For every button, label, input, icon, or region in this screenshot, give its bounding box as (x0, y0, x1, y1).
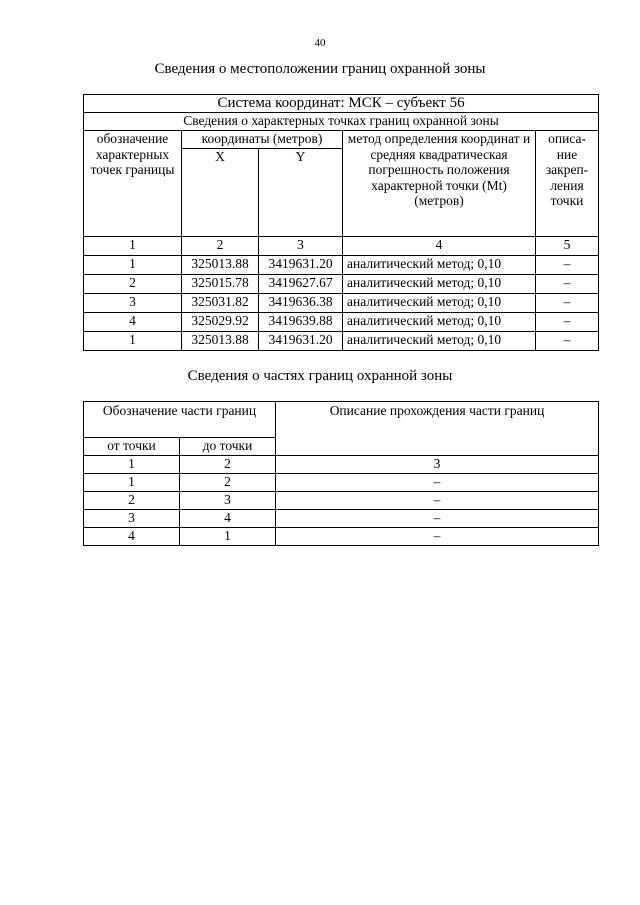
point-id: 3 (84, 294, 182, 313)
table-row (84, 332, 599, 351)
point-desc: – (536, 294, 599, 313)
to-point: 3 (180, 492, 276, 510)
coord-y: 3419631.20 (259, 256, 343, 275)
point-id: 4 (84, 313, 182, 332)
method: аналитический метод; 0,10 (343, 294, 536, 313)
point-id: 1 (84, 332, 182, 351)
col-to-label: до точки (180, 438, 276, 456)
col-x-label: X (182, 149, 259, 237)
point-desc: – (536, 332, 599, 351)
col-number: 3 (276, 456, 599, 474)
coord-y: 3419639.88 (259, 313, 343, 332)
col-part-label: Обозначение части границ (84, 402, 276, 438)
col-number: 1 (84, 456, 180, 474)
method: аналитический метод; 0,10 (343, 332, 536, 351)
to-point: 2 (180, 474, 276, 492)
coordinates-table (83, 94, 599, 351)
coord-x: 325013.88 (182, 332, 259, 351)
part-desc: – (276, 528, 599, 546)
points-header: Сведения о характерных точках границ охранной зоны (84, 113, 599, 131)
coord-x: 325029.92 (182, 313, 259, 332)
col-point-label: обозначение характерных точек границы (84, 131, 182, 237)
col-y-label: Y (259, 149, 343, 237)
col-part-desc-label: Описание прохождения части границ (276, 402, 599, 456)
coordinate-system-header: Система координат: МСК – субъект 56 (84, 95, 599, 113)
point-id: 2 (84, 275, 182, 294)
col-number: 1 (84, 237, 182, 256)
part-desc: – (276, 492, 599, 510)
point-desc: – (536, 256, 599, 275)
method: аналитический метод; 0,10 (343, 256, 536, 275)
table-row (84, 492, 599, 510)
coord-x: 325013.88 (182, 256, 259, 275)
point-desc: – (536, 313, 599, 332)
table-row (84, 510, 599, 528)
col-from-label: от точки (84, 438, 180, 456)
col-number: 4 (343, 237, 536, 256)
coord-y: 3419631.20 (259, 332, 343, 351)
col-method-label: метод определения координат и средняя квадратическая погрешность положения характерной точки (Mt) (метров) (343, 131, 536, 237)
to-point: 1 (180, 528, 276, 546)
part-desc: – (276, 510, 599, 528)
col-number: 3 (259, 237, 343, 256)
section-title-parts: Сведения о частях границ охранной зоны (187, 368, 453, 384)
col-coords-label: координаты (метров) (182, 131, 343, 149)
table-row (84, 294, 599, 313)
coord-x: 325031.82 (182, 294, 259, 313)
from-point: 4 (84, 528, 180, 546)
from-point: 3 (84, 510, 180, 528)
part-desc: – (276, 474, 599, 492)
coord-y: 3419627.67 (259, 275, 343, 294)
method: аналитический метод; 0,10 (343, 275, 536, 294)
point-desc: – (536, 275, 599, 294)
coord-y: 3419636.38 (259, 294, 343, 313)
section-title-boundaries: Сведения о местоположении границ охранной зоны (154, 61, 486, 77)
from-point: 2 (84, 492, 180, 510)
to-point: 4 (180, 510, 276, 528)
method: аналитический метод; 0,10 (343, 313, 536, 332)
coord-x: 325015.78 (182, 275, 259, 294)
point-id: 1 (84, 256, 182, 275)
col-number: 2 (182, 237, 259, 256)
table-row (84, 313, 599, 332)
table-row (84, 275, 599, 294)
col-number: 5 (536, 237, 599, 256)
from-point: 1 (84, 474, 180, 492)
table-row (84, 528, 599, 546)
boundary-parts-table (83, 401, 599, 546)
table-row (84, 474, 599, 492)
col-number: 2 (180, 456, 276, 474)
col-desc-label: описа-ние закреп-ления точки (536, 131, 599, 237)
table-row (84, 256, 599, 275)
page-number: 40 (314, 37, 326, 49)
